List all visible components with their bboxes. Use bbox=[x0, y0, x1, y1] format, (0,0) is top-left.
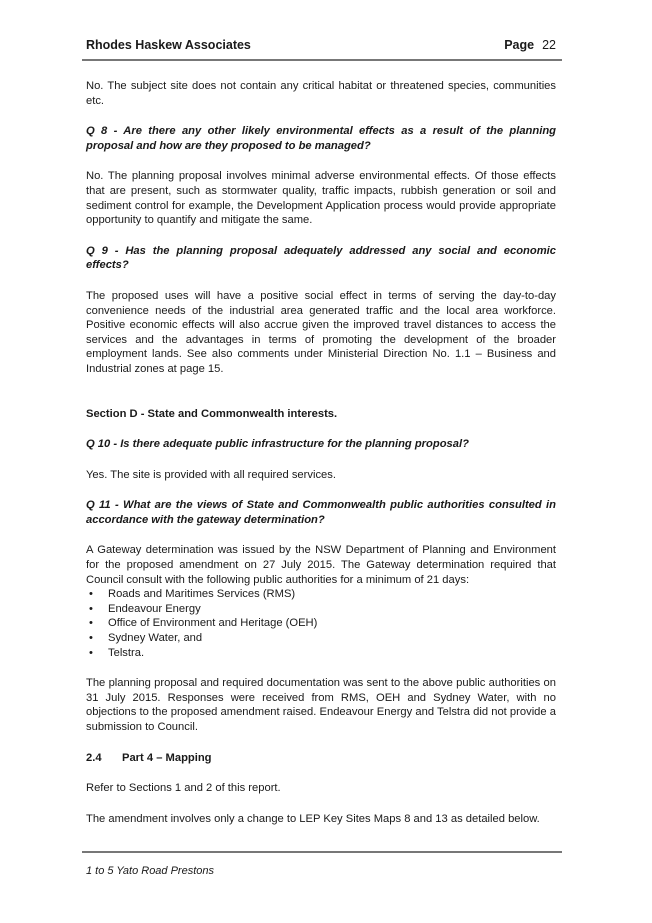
paragraph-amendment: The amendment involves only a change to LEP Key Sites Maps 8 and 13 as detailed below. bbox=[86, 812, 540, 825]
list-item: • Endeavour Energy bbox=[86, 602, 556, 617]
paragraph-gateway: A Gateway determination was issued by the NSW Department of Planning and Environment for the proposed amendment on 27 July 2015. The Gateway determination required that Council consult with the following public authorities for a minimum of 21 days: bbox=[86, 544, 556, 586]
question-10: Q 10 - Is there adequate public infrastructure for the planning proposal? bbox=[86, 438, 469, 451]
paragraph-social-economic: The proposed uses will have a positive social effect in terms of serving the day-to-day convenience needs of the industrial area generated traffic and the local area workforce. Positive economic effects will also accrue given the improved travel distances to access the services and the advantages in terms of promoting the development of the broader employment lands. See also comments under Ministerial Direction No. 1.1 – Business and Industrial zones at page 15. bbox=[86, 289, 556, 375]
authorities-list bbox=[86, 587, 556, 660]
paragraph-habitat: No. The subject site does not contain any critical habitat or threatened species, communities etc. bbox=[86, 80, 556, 107]
question-9: Q 9 - Has the planning proposal adequately addressed any social and economic effects? bbox=[86, 244, 556, 272]
page-label: Page bbox=[504, 38, 535, 52]
section-d-heading: Section D - State and Commonwealth interests. bbox=[86, 407, 338, 420]
footer-divider bbox=[82, 851, 562, 853]
list-item: • Office of Environment and Heritage (OEH) bbox=[86, 616, 556, 631]
organization-name: Rhodes Haskew Associates bbox=[86, 38, 251, 52]
page-number: 22 bbox=[542, 38, 556, 52]
page-indicator bbox=[504, 38, 556, 52]
header-divider bbox=[82, 59, 562, 61]
question-11: Q 11 - What are the views of State and Commonwealth public authorities consulted in accordance with the gateway determination? bbox=[86, 499, 556, 526]
document-body bbox=[86, 79, 556, 826]
section-number: 2.4 bbox=[86, 751, 102, 764]
question-8: Q 8 - Are there any other likely environmental effects as a result of the planning proposal and how are they proposed to be managed? bbox=[86, 125, 556, 152]
list-item: • Roads and Maritimes Services (RMS) bbox=[86, 587, 556, 602]
list-item: • Sydney Water, and bbox=[86, 631, 556, 646]
section-title: Part 4 – Mapping bbox=[122, 751, 212, 764]
paragraph-environmental-effects: No. The planning proposal involves minimal adverse environmental effects. Of those effects that are present, such as stormwater quality, traffic impacts, rubbish generation or soil and sediment control for example, the Development Application process would provide appropriate opportunity to quantify and mitigate the same. bbox=[86, 170, 556, 227]
page-header bbox=[86, 38, 556, 56]
paragraph-infrastructure: Yes. The site is provided with all required services. bbox=[86, 468, 336, 481]
section-2-4-heading bbox=[86, 751, 556, 766]
list-item: • Telstra. bbox=[86, 646, 556, 661]
page-footer: 1 to 5 Yato Road Prestons bbox=[86, 865, 215, 877]
paragraph-refer: Refer to Sections 1 and 2 of this report. bbox=[86, 782, 281, 795]
paragraph-responses: The planning proposal and required documentation was sent to the above public authorities on 31 July 2015. Responses were received from RMS, OEH and Sydney Water, with no objections to the proposed amendment raised. Endeavour Energy and Telstra did not provide a submission to Council. bbox=[86, 677, 556, 733]
